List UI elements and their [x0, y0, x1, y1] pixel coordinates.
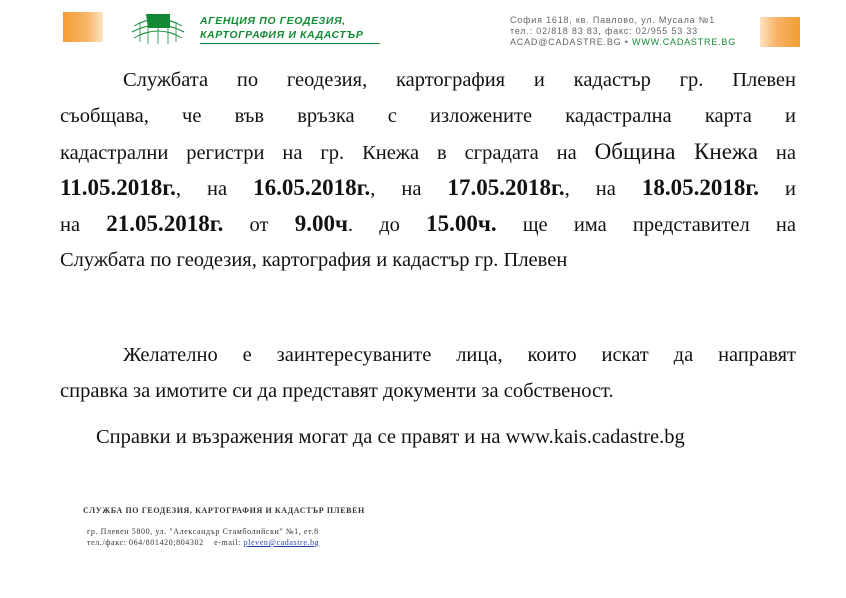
text-segment: на	[60, 214, 107, 236]
text-segment: . до	[347, 214, 427, 236]
header-accent-square-left	[63, 12, 103, 42]
agency-name-line2: КАРТОГРАФИЯ И КАДАСТЪР	[200, 29, 364, 41]
date: 17.05.2018г.	[447, 175, 565, 200]
footer-tel: тел./факс: 064/801420;804302	[87, 538, 204, 547]
time-from: 9.00ч	[294, 211, 348, 236]
agency-underline	[200, 43, 380, 44]
objections-paragraph	[60, 419, 796, 455]
date: 16.05.2018г.	[253, 175, 371, 200]
text-segment: , на	[370, 178, 448, 200]
agency-name-line1: АГЕНЦИЯ ПО ГЕОДЕЗИЯ,	[200, 15, 346, 27]
contact-website: WWW.CADASTRE.BG	[632, 37, 737, 47]
paragraph-line-times	[60, 206, 796, 242]
contact-address: София 1618, кв. Павлово, ул. Мусала №1	[510, 15, 716, 25]
paragraph-line-dates	[60, 170, 796, 206]
text-segment: на	[758, 142, 797, 164]
paragraph-line: Службата по геодезия, картография и кадастър гр. Плевен	[60, 249, 568, 271]
documents-paragraph	[60, 337, 796, 409]
footer-email-label: e-mail:	[214, 538, 241, 547]
date: 18.05.2018г.	[641, 175, 759, 200]
header-accent-square-right	[760, 17, 800, 47]
paragraph-line: Службата по геодезия, картография и кадастър гр. Плевен	[123, 69, 796, 91]
footer-contacts	[87, 538, 319, 547]
contact-email: ACAD@CADASTRE.BG	[510, 37, 622, 47]
contact-separator: •	[624, 37, 629, 47]
municipality-name: Община Кнежа	[594, 139, 759, 164]
text-segment: , на	[175, 178, 254, 200]
date: 11.05.2018г.	[60, 175, 176, 200]
footer-address: гр. Плевен 5800, ул. "Александър Стамболийски" №1, ет.8	[87, 527, 319, 536]
paragraph-line: съобщава, че във връзка с изложените кадастрална карта и	[60, 105, 796, 127]
announcement-paragraph	[60, 62, 796, 278]
time-to: 15.00ч.	[426, 211, 497, 236]
text-segment: , на	[564, 178, 642, 200]
agency-contact-block	[510, 15, 736, 48]
footer-service-name: СЛУЖБА ПО ГЕОДЕЗИЯ, КАРТОГРАФИЯ И КАДАСТЪР ПЛЕВЕН	[83, 506, 365, 515]
agency-logo-icon	[128, 10, 188, 46]
text-segment: ще има представител на	[496, 214, 796, 236]
date: 21.05.2018г.	[106, 211, 224, 236]
text-segment: и	[758, 178, 796, 200]
footer-email-link[interactable]: pleven@cadastre.bg	[243, 538, 320, 547]
text-segment: от	[223, 214, 295, 236]
paragraph-line: Справки и възражения могат да се правят и на www.kais.cadastre.bg	[96, 426, 685, 448]
paragraph-line: Желателно е заинтересуваните лица, които искат да направят	[123, 344, 796, 366]
paragraph-line	[60, 134, 796, 170]
agency-name	[200, 14, 363, 42]
text-segment: кадастрални регистри на гр. Кнежа в сградата на	[60, 142, 595, 164]
contact-phone: тел.: 02/818 83 83, факс: 02/955 53 33	[510, 26, 698, 36]
paragraph-line: справка за имотите си да представят документи за собственост.	[60, 380, 614, 402]
